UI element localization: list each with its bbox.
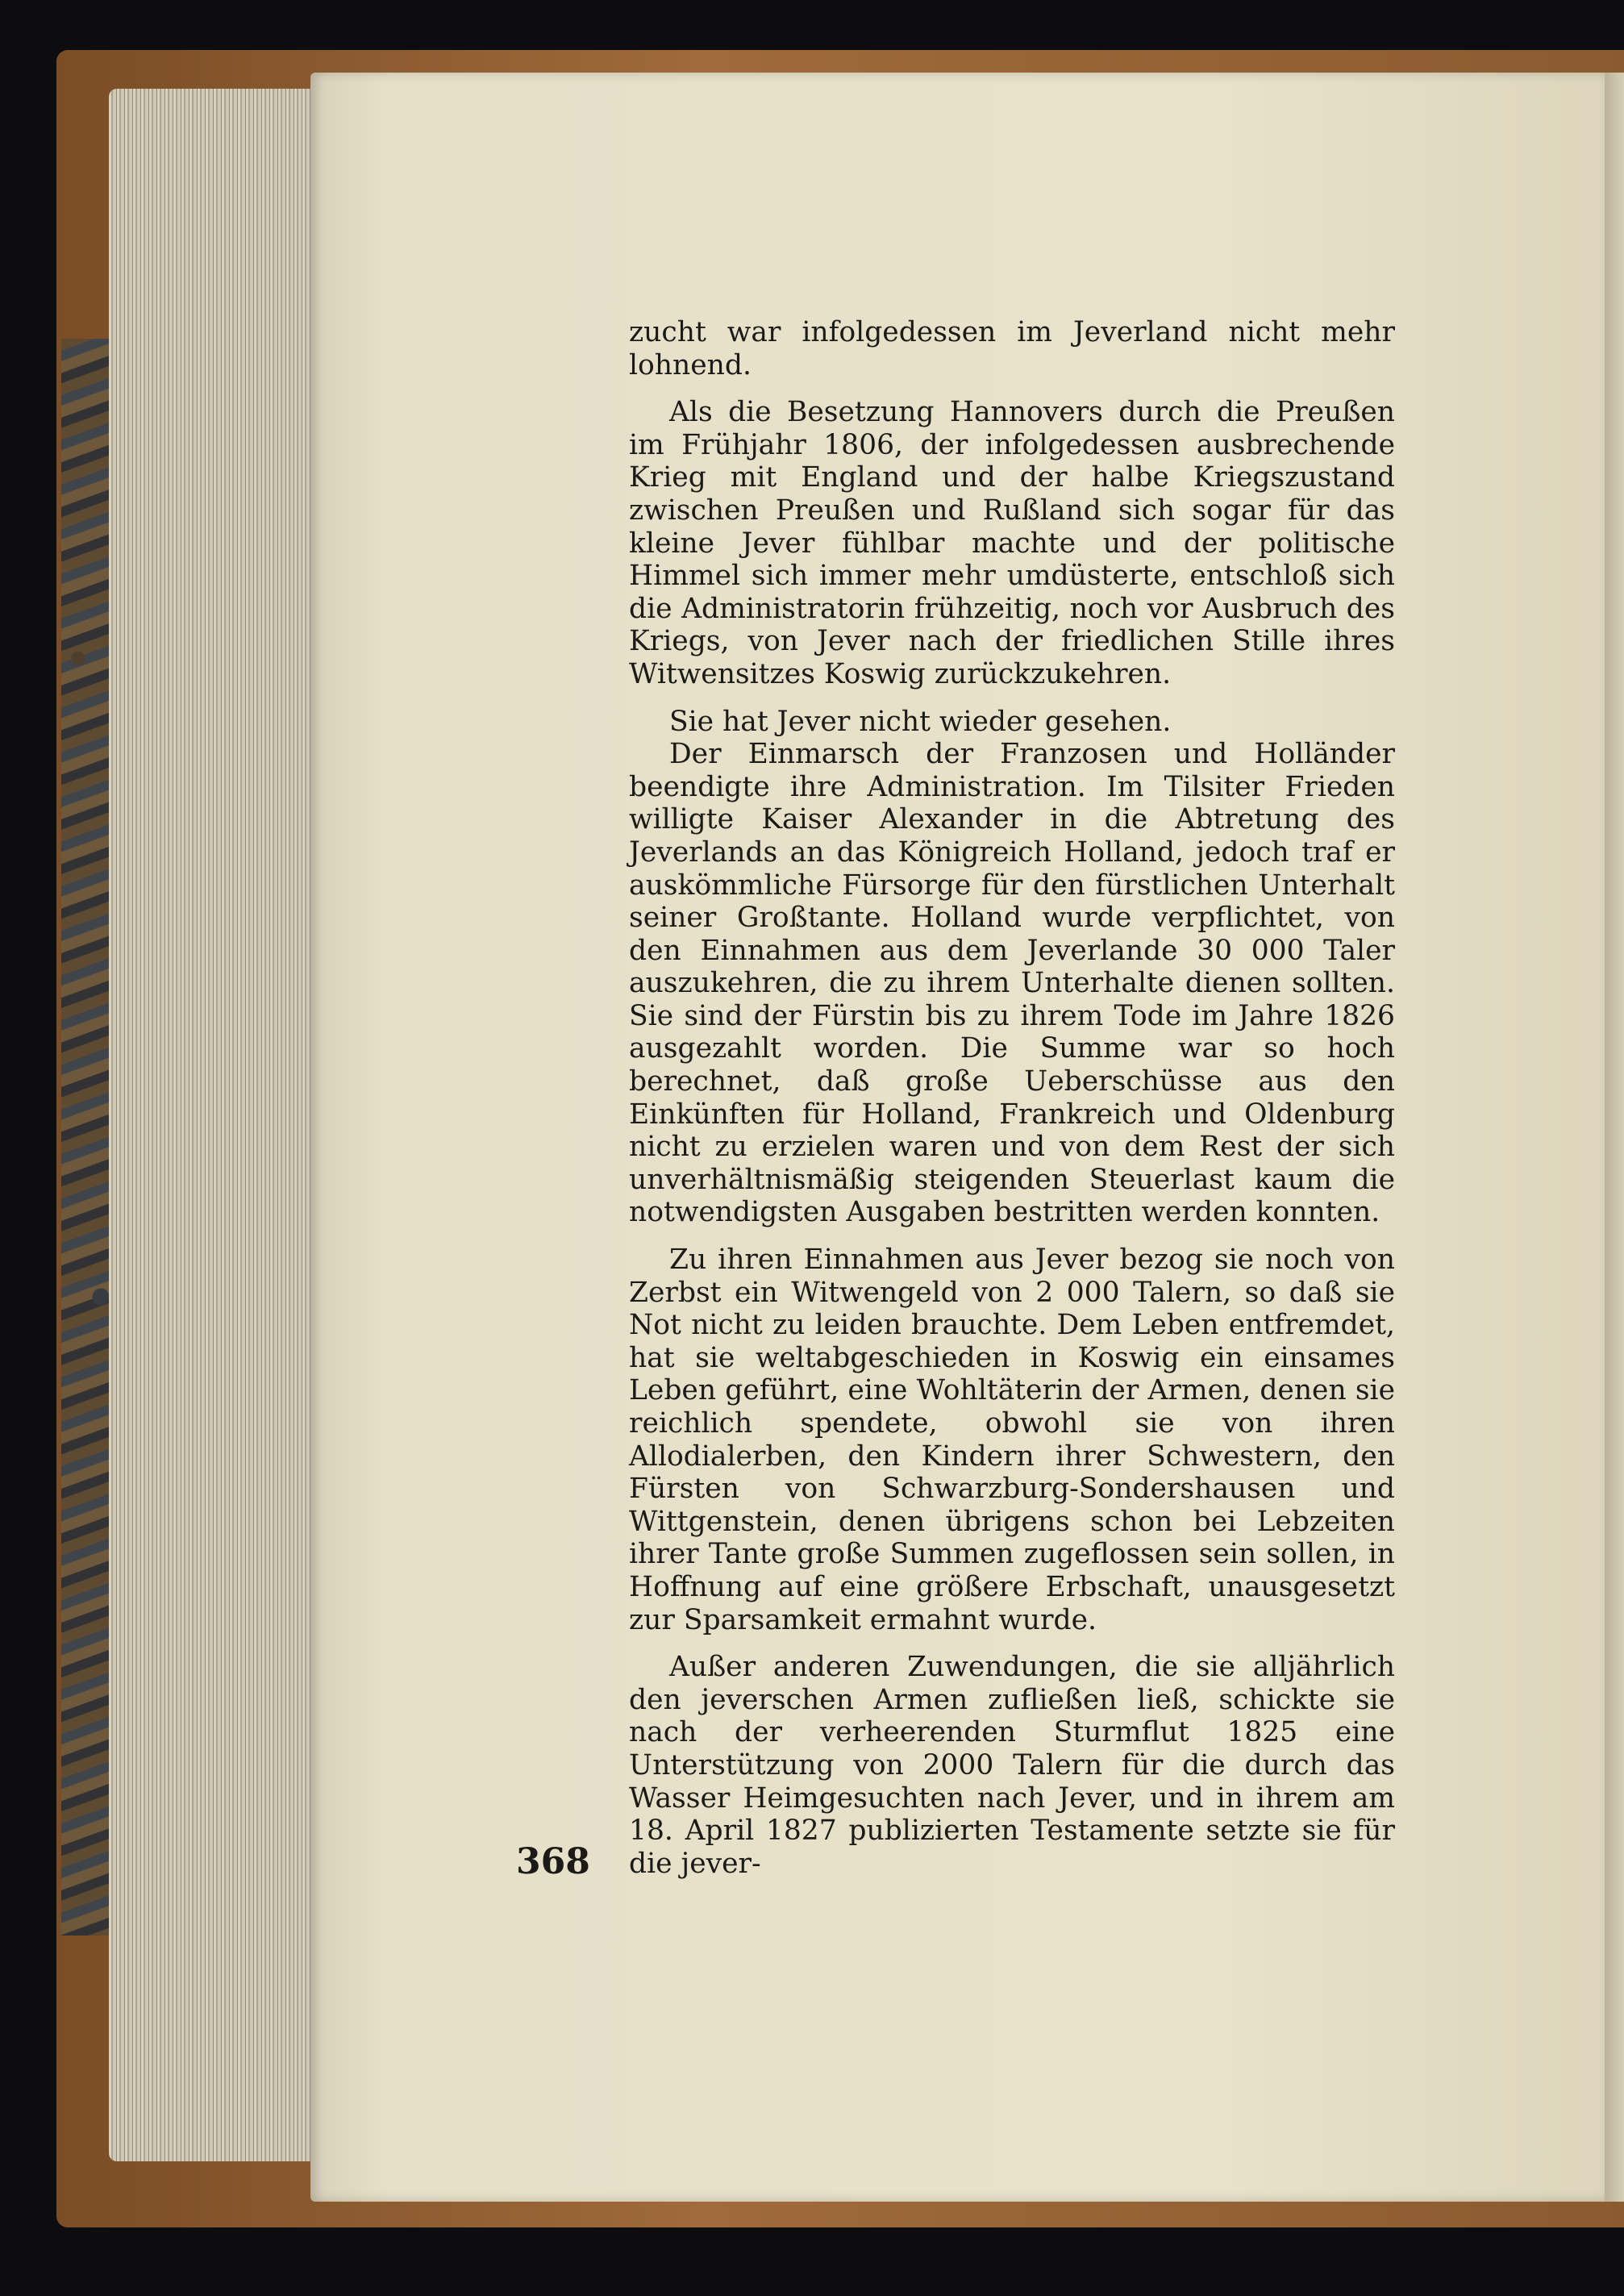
page-text [629,316,1395,1880]
paragraph: Als die Besetzung Hannovers durch die Preußen im Frühjahr 1806, der infolgedessen ausbrechende Krieg mit England und der halbe Kriegszustand zwischen Preußen und Rußland sich sogar für das kleine Jever fühlbar machte und der politische Himmel sich immer mehr umdüsterte, entschloß sich die Administratorin frühzeitig, noch vor Ausbruch des Kriegs, von Jever nach der friedlichen Stille ihres Witwensitzes Koswig zurückzukehren. [629,396,1395,690]
paragraph: Der Einmarsch der Franzosen und Holländer beendigte ihre Administration. Im Tilsiter Frieden willigte Kaiser Alexander in die Abtretung des Jeverlands an das Königreich Holland, jedoch traf er auskömmliche Fürsorge für den fürstlichen Unterhalt seiner Großtante. Holland wurde verpflichtet, von den Einnahmen aus dem Jeverlande 30 000 Taler auszukehren, die zu ihrem Unterhalte dienen sollten. Sie sind der Fürstin bis zu ihrem Tode im Jahre 1826 ausgezahlt worden. Die Summe war so hoch berechnet, daß große Ueberschüsse aus den Einkünften für Holland, Frankreich und Oldenburg nicht zu erzielen waren und von dem Rest der sich unverhältnismäßig steigenden Steuerlast kaum die notwendigsten Ausgaben bestritten werden konnten. [629,738,1395,1229]
paragraph: Sie hat Jever nicht wieder gesehen. [669,705,1172,738]
page-number: 368 [516,1841,590,1882]
paragraph: Zu ihren Einnahmen aus Jever bezog sie noch von Zerbst ein Witwengeld von 2 000 Talern, so daß sie Not nicht zu leiden brauchte. Dem Leben entfremdet, hat sie weltabgeschieden in Koswig ein einsames Leben geführt, eine Wohltäterin der Armen, denen sie reichlich spendete, obwohl sie von ihren Allodialerben, den Kindern ihrer Schwestern, den Fürsten von Schwarzburg-Sondershausen und Wittgenstein, denen übrigens schon bei Lebzeiten ihrer Tante große Summen zugeflossen sein sollen, in Hoffnung auf eine größere Erbschaft, unausgesetzt zur Sparsamkeit ermahnt wurde. [629,1244,1395,1636]
paragraph: Außer anderen Zuwendungen, die sie alljährlich den jeverschen Armen zufließen ließ, schickte sie nach der verheerenden Sturmflut 1825 eine Unterstützung von 2000 Talern für die durch das Wasser Heimgesuchten nach Jever, und in ihrem am 18. April 1827 publizierten Testamente setzte sie für die jever- [629,1651,1395,1880]
paragraph-continuation: zucht war infolgedessen im Jeverland nicht mehr lohnend. [629,316,1395,381]
page-stack [109,89,319,2161]
